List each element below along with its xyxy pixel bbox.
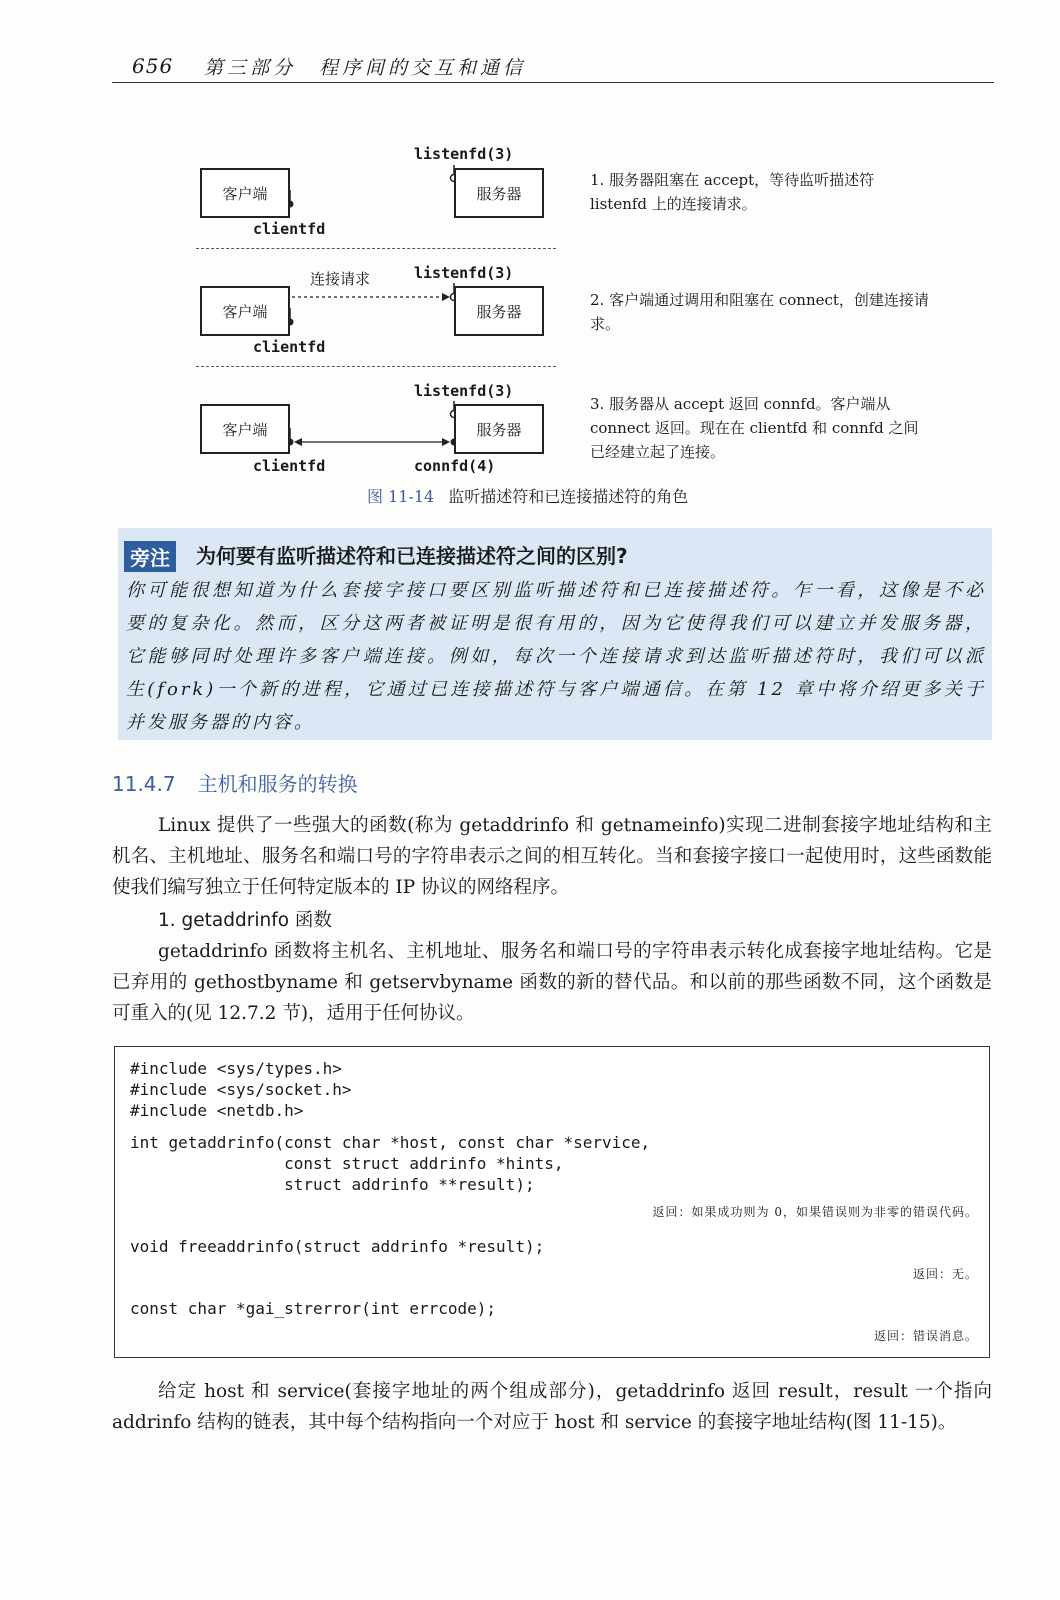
body-paragraph: getaddrinfo 函数将主机名、主机地址、服务名和端口号的字符串表示转化成套接字地址结构。它是已弃用的 gethostbyname 和 getservbyname 函数的新的替代品。和以前的那些函数不同，这个函数是可重入的(见 12.7.2 节)，适用于任何协议。 (112, 941, 992, 1024)
listenfd-label: listenfd(3) (414, 145, 514, 163)
body-paragraph: Linux 提供了一些强大的函数(称为 getaddrinfo 和 getnameinfo)实现二进制套接字地址结构和主机名、主机地址、服务名和端口号的字符串表示之间的相互转化。当和套接字接口一起使用时，这些函数能使我们编写独立于任何特定版本的 IP 协议的网络程序。 (112, 815, 992, 898)
listenfd-label: listenfd(3) (414, 382, 514, 400)
running-head: 第三部分 程序间的交互和通信 (204, 57, 527, 79)
server-box: 服务器 (454, 286, 544, 336)
figure-caption-number: 图 11-14 (367, 487, 435, 506)
clientfd-label: clientfd (253, 338, 326, 356)
body-paragraph: 给定 host 和 service(套接字地址的两个组成部分)，getaddrinfo 返回 result，result 一个指向 addrinfo 结构的链表，其中每个结构指向一个对应于 host 和 service 的套接字地址结构(图 11-15)。 (112, 1381, 992, 1433)
clientfd-label: clientfd (253, 457, 326, 475)
listenfd-label: listenfd(3) (414, 264, 514, 282)
client-box: 客户端 (200, 286, 290, 336)
client-box: 客户端 (200, 404, 290, 454)
figure-caption (367, 484, 688, 507)
clientfd-label: clientfd (253, 220, 326, 238)
section-title: 主机和服务的转换 (197, 772, 358, 796)
client-box: 客户端 (200, 168, 290, 218)
aside-tag: 旁注 (124, 541, 176, 572)
aside-title: 为何要有监听描述符和已连接描述符之间的区别? (196, 544, 628, 568)
connfd-label: connfd(4) (414, 457, 496, 475)
code-line: #include <sys/socket.h> (130, 1080, 352, 1099)
code-line: #include <netdb.h> (130, 1101, 304, 1120)
aside-body: 你可能很想知道为什么套接字接口要区别监听描述符和已连接描述符。乍一看，这像是不必要的复杂化。然而，区分这两者被证明是很有用的，因为它使得我们可以建立并发服务器，它能够同时处理许多客户端连接。例如，每次一个连接请求到达监听描述符时，我们可以派生(fork)一个新的进程，它通过已连接描述符与客户端通信。在第 12 章中将介绍更多关于并发服务器的内容。 (126, 580, 986, 733)
code-line: struct addrinfo **result); (130, 1175, 535, 1194)
server-box: 服务器 (454, 404, 544, 454)
server-box: 服务器 (454, 168, 544, 218)
page-number: 656 (132, 54, 174, 78)
code-line: const char *gai_strerror(int errcode); (130, 1299, 497, 1318)
code-line: const struct addrinfo *hints, (130, 1154, 564, 1173)
section-heading (112, 768, 358, 797)
step-note-3: 3. 服务器从 accept 返回 connfd。客户端从 connect 返回。现在在 clientfd 和 connfd 之间已经建立起了连接。 (590, 395, 919, 461)
code-line: int getaddrinfo(const char *host, const char *service, (130, 1133, 651, 1152)
step-note-1: 1. 服务器阻塞在 accept，等待监听描述符 listenfd 上的连接请求。 (590, 171, 875, 213)
divider-2 (196, 366, 556, 367)
code-line: #include <sys/types.h> (130, 1059, 342, 1078)
return-note: 返回：如果成功则为 0，如果错误则为非零的错误代码。 (652, 1205, 978, 1219)
divider-1 (196, 248, 556, 249)
code-line: void freeaddrinfo(struct addrinfo *result); (130, 1237, 545, 1256)
return-note: 返回：错误消息。 (873, 1329, 978, 1343)
step-note-2: 2. 客户端通过调用和阻塞在 connect，创建连接请求。 (590, 291, 929, 333)
connection-request-label: 连接请求 (310, 270, 371, 288)
subheading: 1. getaddrinfo 函数 (158, 910, 332, 931)
return-note: 返回：无。 (912, 1267, 978, 1281)
section-number: 11.4.7 (112, 772, 176, 796)
figure-caption-text: 监听描述符和已连接描述符的角色 (448, 487, 689, 506)
